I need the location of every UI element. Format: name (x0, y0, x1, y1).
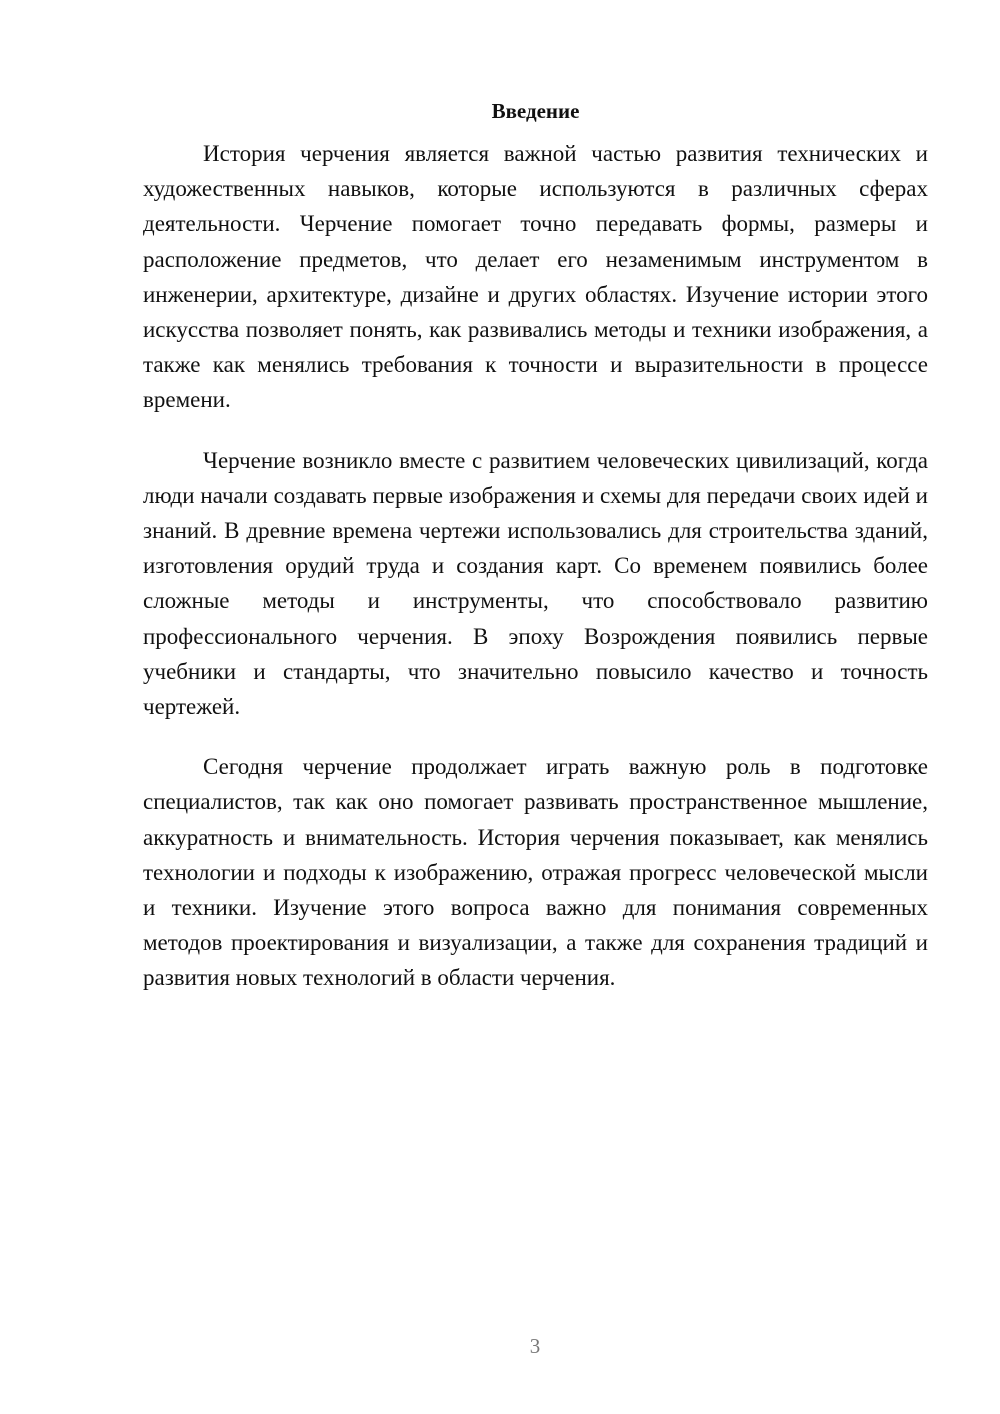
paragraph-3: Сегодня черчение продолжает играть важную роль в подготовке специалистов, так как оно помогает развивать пространственное мышление, аккуратность и внимательность. История черчения показывает, как менялись технологии и подходы к изображению, отражая прогресс человеческой мысли и техники. Изучение этого вопроса важно для понимания современных методов проектирования и визуализации, а также для сохранения традиций и развития новых технологий в области черчения. (143, 754, 928, 991)
paragraph-1: История черчения является важной частью развития технических и художественных навыков, которые используются в различных сферах деятельности. Черчение помогает точно передавать формы, размеры и расположение предметов, что делает его незаменимым инструментом в инженерии, архитектуре, дизайне и других областях. Изучение истории этого искусства позволяет понять, как развивались методы и техники изображения, а также как менялись требования к точности и выразительности в процессе времени. (143, 141, 928, 413)
page-content (143, 96, 928, 1021)
paragraph-2: Черчение возникло вместе с развитием человеческих цивилизаций, когда люди начали создавать первые изображения и схемы для передачи своих идей и знаний. В древние времена чертежи использовались для строительства зданий, изготовления орудий труда и создания карт. Со временем появились более сложные методы и инструменты, что способствовало развитию профессионального черчения. В эпоху Возрождения появились первые учебники и стандарты, что значительно повысило качество и точность чертежей. (143, 447, 928, 720)
section-title: Введение (491, 99, 580, 123)
page-number: 3 (529, 1334, 541, 1358)
